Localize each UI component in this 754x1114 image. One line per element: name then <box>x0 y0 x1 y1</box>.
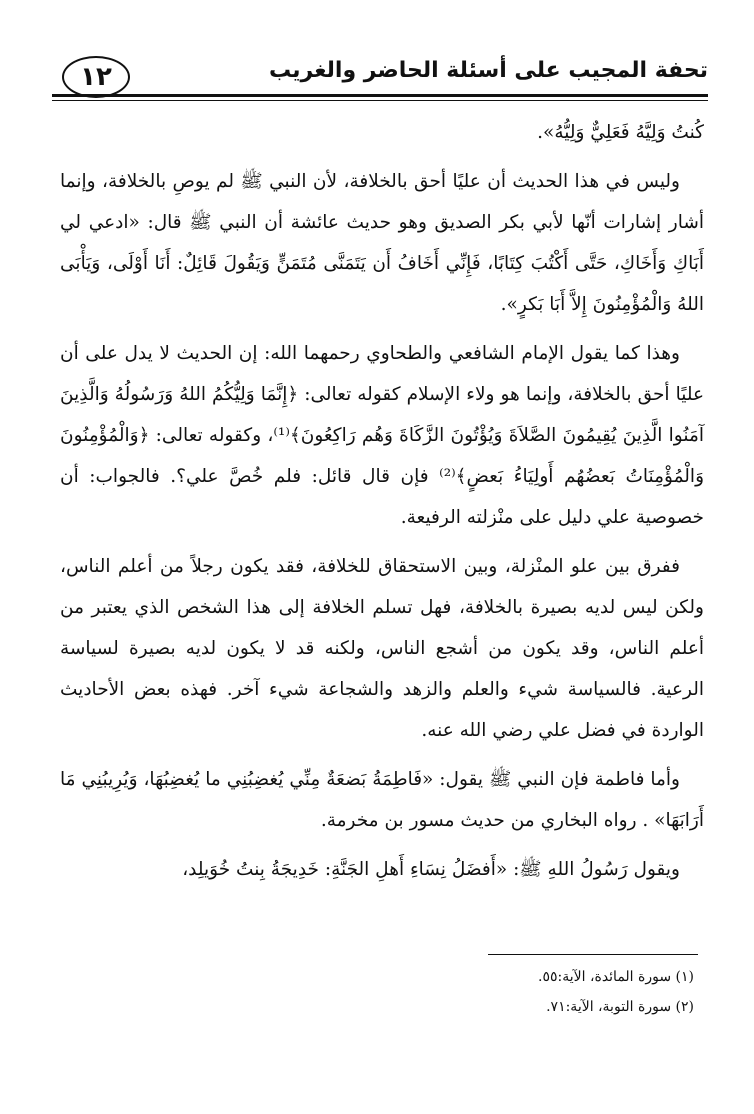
footnote-rule <box>488 954 698 955</box>
page-header <box>52 52 708 102</box>
header-rule <box>52 94 708 101</box>
body-text <box>60 112 704 898</box>
paragraph-2: وليس في هذا الحديث أن عليًا أحق بالخلافة، لأن النبي ﷺ لم يوصِ بالخلافة، وإنما أشار إشارات أنّها لأبي بكر الصديق وهو حديث عائشة أن النبي ﷺ قال: «ادعي لي أَبَاكِ وَأَخَاكِ، حَتَّى أَكْتُبَ كِتَابًا، فَإِنِّي أَخَافُ أَن يَتَمَنَّى مُتَمَنٍّ وَيَقُولَ قَائِلٌ: أَنَا أَوْلَى، وَيَأْبَى اللهُ وَالْمُؤْمِنُونَ إِلاَّ أَبَا بَكرٍ». <box>60 171 704 315</box>
paragraph-4: ففرق بين علو المنْزلة، وبين الاستحقاق للخلافة، فقد يكون رجلاً من أعلم الناس، ولكن ليس لديه بصيرة بالخلافة، فهل تسلم الخلافة إلى هذا الشخص الذي يعتبر من أعلم الناس، وقد يكون من أشجع الناس، ولكنه قد لا يكون لديه بصيرة لسياسة الرعية. فالسياسة شيء والعلم والزهد والشجاعة شيء آخر. فهذه بعض الأحاديث الواردة في فضل علي رضي الله عنه. <box>60 556 704 741</box>
footnotes <box>54 962 694 1022</box>
paragraph-1: كُنتُ وَلِيَّهُ فَعَلِيٌّ وَلِيُّهُ». <box>537 122 704 143</box>
paragraph-3: وهذا كما يقول الإمام الشافعي والطحاوي رحمهما الله: إن الحديث لا يدل على أن عليًا أحق بالخلافة، وإنما هو ولاء الإسلام كقوله تعالى: ﴿إِنَّمَا وَلِيُّكُمُ اللهُ وَرَسُولُهُ وَالَّذِينَ آمَنُوا الَّذِينَ يُقِيمُونَ الصَّلاَةَ وَيُؤْتُونَ الزَّكَاةَ وَهُم رَاكِعُونَ﴾⁽¹⁾، وكقوله تعالى: ﴿وَالْمُؤْمِنُونَ وَالْمُؤْمِنَاتُ بَعضُهُم أَولِيَاءُ بَعضٍ﴾⁽²⁾ فإن قال قائل: فلم خُصَّ علي؟. فالجواب: أن خصوصية علي دليل على منْزلته الرفيعة. <box>60 343 705 528</box>
book-title: تحفة المجيب على أسئلة الحاضر والغريب <box>268 58 708 83</box>
footnote-1: (١) سورة المائدة، الآية:٥٥. <box>538 969 694 985</box>
page-number: ١٢ <box>62 56 130 98</box>
paragraph-5: وأما فاطمة فإن النبي ﷺ يقول: «فَاطِمَةُ بَضعَةٌ مِنِّي يُغضِبُنِي ما يُغضِبُهَا، وَيُرِيبُنِي مَا أَرَابَهَا» . رواه البخاري من حديث مسور بن مخرمة. <box>60 769 704 831</box>
paragraph-6: ويقول رَسُولُ اللهِ ﷺ: «أَفضَلُ نِسَاءِ أَهلِ الجَنَّةِ: خَدِيجَةُ بِنتُ خُوَيلِد، <box>182 859 680 880</box>
footnote-2: (٢) سورة التوبة، الآية:٧١. <box>546 999 694 1015</box>
